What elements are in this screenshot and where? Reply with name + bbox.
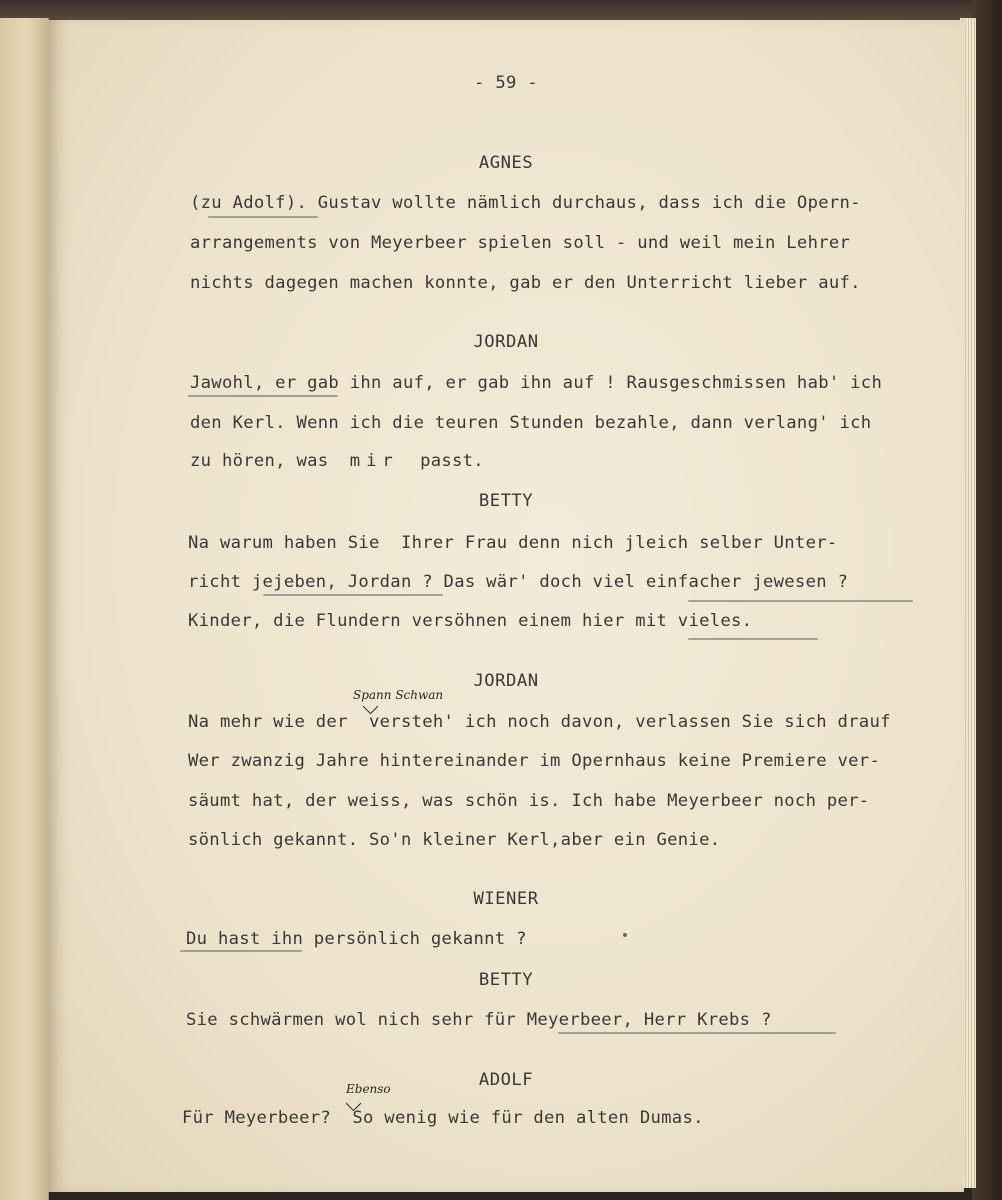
dialogue-line: den Kerl. Wenn ich die teuren Stunden bezahle, dann verlang' ich [190, 413, 872, 433]
dialogue-line: Du hast ihn persönlich gekannt ? [186, 929, 527, 949]
speaker-adolf: ADOLF [478, 1070, 534, 1090]
line-suffix: passt. [420, 451, 484, 471]
dialogue-line: Für Meyerbeer? So wenig wie für den alten Dumas. [182, 1108, 704, 1128]
pencil-underline [688, 600, 913, 602]
dialogue-line: sönlich gekannt. So'n kleiner Kerl,aber ein Genie. [188, 830, 721, 850]
pencil-dot [623, 933, 627, 937]
book-cover-top [0, 0, 1002, 22]
dialogue-line: arrangements von Meyerbeer spielen soll - und weil mein Lehrer [190, 233, 851, 253]
book-cover-right [972, 0, 1002, 1200]
dialogue-line: richt jejeben, Jordan ? Das wär' doch viel einfacher jewesen ? [188, 572, 849, 592]
handwritten-insertion: Spann Schwan [353, 688, 444, 702]
dialogue-line: Jawohl, er gab ihn auf, er gab ihn auf ! Rausgeschmissen hab' ich [190, 373, 883, 393]
speaker-wiener: WIENER [473, 889, 539, 909]
pencil-underline [558, 1032, 836, 1034]
dialogue-line: Sie schwärmen wol nich sehr für Meyerbeer, Herr Krebs ? [186, 1010, 772, 1030]
handwritten-insertion: Ebenso [346, 1082, 391, 1096]
dialogue-line: nichts dagegen machen konnte, gab er den Unterricht lieber auf. [190, 273, 861, 293]
page-number: - 59 - [474, 73, 538, 93]
pencil-underline [188, 395, 338, 397]
pencil-underline [208, 216, 318, 218]
dialogue-line: Na warum haben Sie Ihrer Frau denn nich jleich selber Unter- [188, 533, 838, 553]
typescript-page [48, 20, 964, 1192]
line-prefix: zu hören, was [190, 451, 329, 471]
pencil-underline [263, 594, 443, 596]
dialogue-line: Kinder, die Flundern versöhnen einem hier mit vieles. [188, 611, 753, 631]
speaker-betty: BETTY [478, 970, 534, 990]
emphasized-word: mir [349, 451, 399, 471]
dialogue-line: Wer zwanzig Jahre hintereinander im Opernhaus keine Premiere ver- [188, 751, 881, 771]
speaker-jordan: JORDAN [473, 332, 539, 352]
speaker-jordan: JORDAN [473, 671, 539, 691]
facing-page-edge [0, 18, 49, 1200]
dialogue-line [190, 450, 484, 472]
dialogue-line: säumt hat, der weiss, was schön is. Ich habe Meyerbeer noch per- [188, 791, 870, 811]
dialogue-line: Na mehr wie der versteh' ich noch davon, verlassen Sie sich drauf [188, 712, 891, 732]
speaker-betty: BETTY [478, 491, 534, 511]
dialogue-line: (zu Adolf). Gustav wollte nämlich durchaus, dass ich die Opern- [190, 193, 861, 213]
pencil-underline [180, 950, 302, 952]
pencil-underline [688, 638, 818, 640]
speaker-agnes: AGNES [478, 153, 534, 173]
